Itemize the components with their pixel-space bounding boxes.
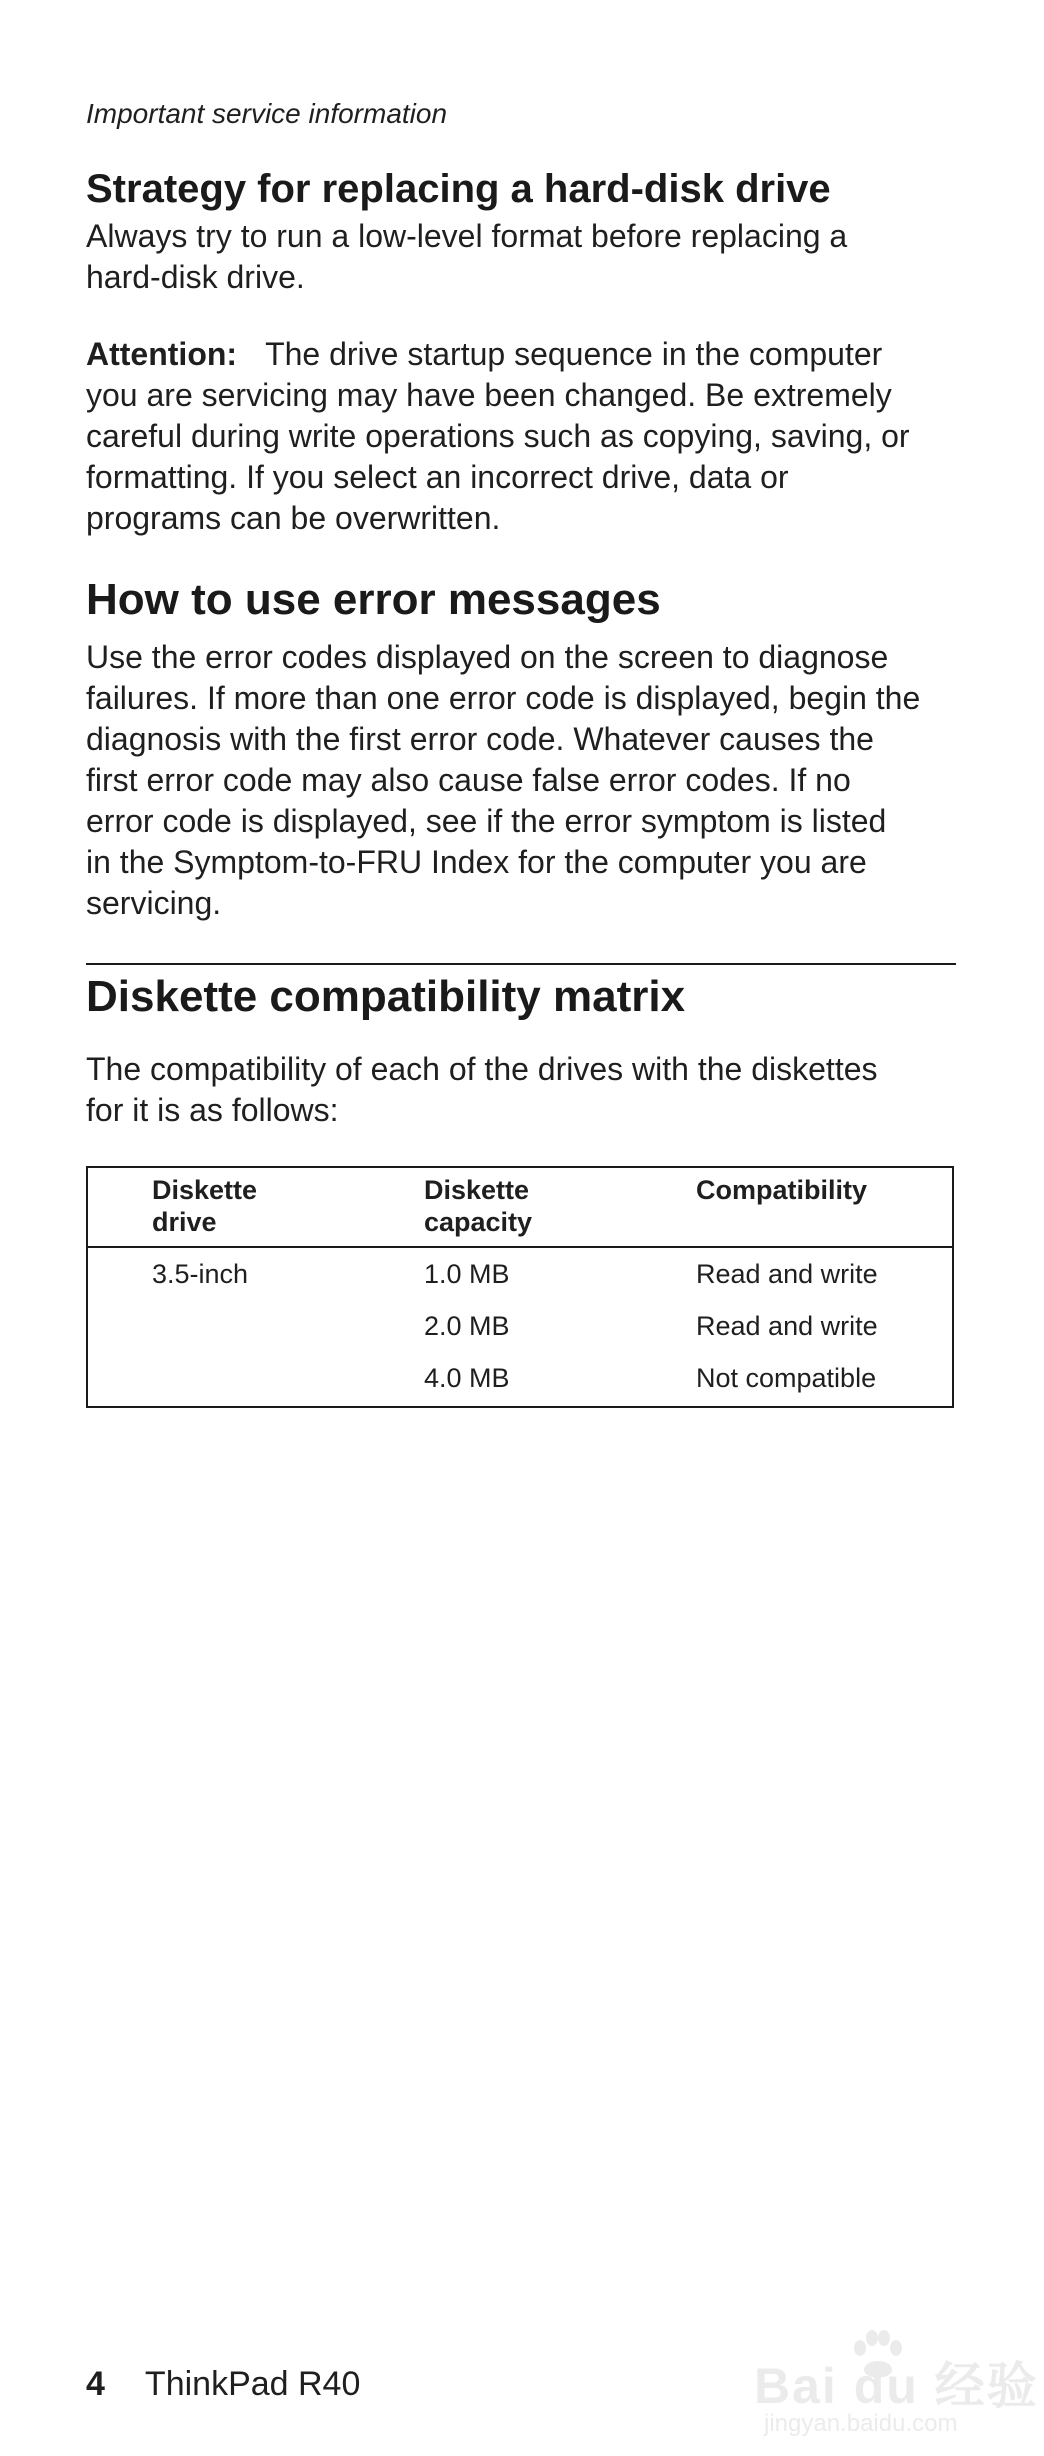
cell-capacity: 2.0 MB [424, 1311, 510, 1342]
page-number: 4 [86, 2365, 105, 2403]
section-divider [86, 963, 956, 965]
error-line: Use the error codes displayed on the screen to diagnose [86, 639, 889, 675]
attention-paragraph [86, 334, 956, 539]
error-messages-heading: How to use error messages [86, 575, 661, 624]
cell-drive: 3.5-inch [152, 1259, 249, 1289]
baidu-watermark [754, 2340, 1039, 2450]
header-diskette-drive: Diskette drive [87, 1167, 424, 1247]
watermark-brand: Bai du 经验 [754, 2358, 1039, 2414]
matrix-intro-paragraph [86, 1049, 966, 1131]
table-row [87, 1354, 953, 1407]
cell-drive [87, 1354, 424, 1407]
watermark-url: jingyan.baidu.com [764, 2410, 958, 2437]
header-compatibility: Compatibility [696, 1167, 953, 1247]
matrix-intro-line: The compatibility of each of the drives with the diskettes [86, 1051, 878, 1087]
cell-compatibility: Not compatible [696, 1363, 877, 1394]
cell-capacity: 1.0 MB [424, 1259, 510, 1289]
strategy-line: hard-disk drive. [86, 259, 305, 295]
error-line: first error code may also cause false error codes. If no [86, 762, 851, 798]
attention-line: you are servicing may have been changed. Be extremely [86, 377, 892, 413]
error-line: servicing. [86, 885, 222, 921]
attention-line: formatting. If you select an incorrect drive, data or [86, 459, 789, 495]
error-line: failures. If more than one error code is displayed, begin the [86, 680, 921, 716]
matrix-heading: Diskette compatibility matrix [86, 972, 686, 1021]
error-messages-paragraph [86, 637, 966, 924]
strategy-paragraph [86, 216, 956, 298]
table-row [87, 1247, 953, 1302]
error-line: diagnosis with the first error code. Whatever causes the [86, 721, 874, 757]
attention-label: Attention: [86, 336, 238, 372]
compatibility-table [86, 1166, 954, 1408]
error-line: error code is displayed, see if the error symptom is listed [86, 803, 887, 839]
attention-line: The drive startup sequence in the computer [265, 336, 883, 372]
cell-compatibility: Read and write [696, 1259, 878, 1289]
cell-capacity: 4.0 MB [424, 1363, 510, 1394]
cell-drive [87, 1302, 424, 1354]
attention-line: careful during write operations such as copying, saving, or [86, 418, 910, 454]
table-row [87, 1302, 953, 1354]
page-footer [86, 2364, 360, 2404]
header-diskette-capacity: Diskette capacity [424, 1167, 696, 1247]
strategy-heading: Strategy for replacing a hard-disk drive [86, 167, 831, 211]
running-header: Important service information [86, 98, 448, 129]
strategy-line: Always try to run a low-level format before replacing a [86, 218, 848, 254]
attention-line: programs can be overwritten. [86, 500, 501, 536]
table-header-row [87, 1167, 953, 1247]
cell-compatibility: Read and write [696, 1311, 878, 1342]
matrix-intro-line: for it is as follows: [86, 1092, 339, 1128]
product-name: ThinkPad R40 [144, 2365, 361, 2403]
error-line: in the Symptom-to-FRU Index for the computer you are [86, 844, 867, 880]
